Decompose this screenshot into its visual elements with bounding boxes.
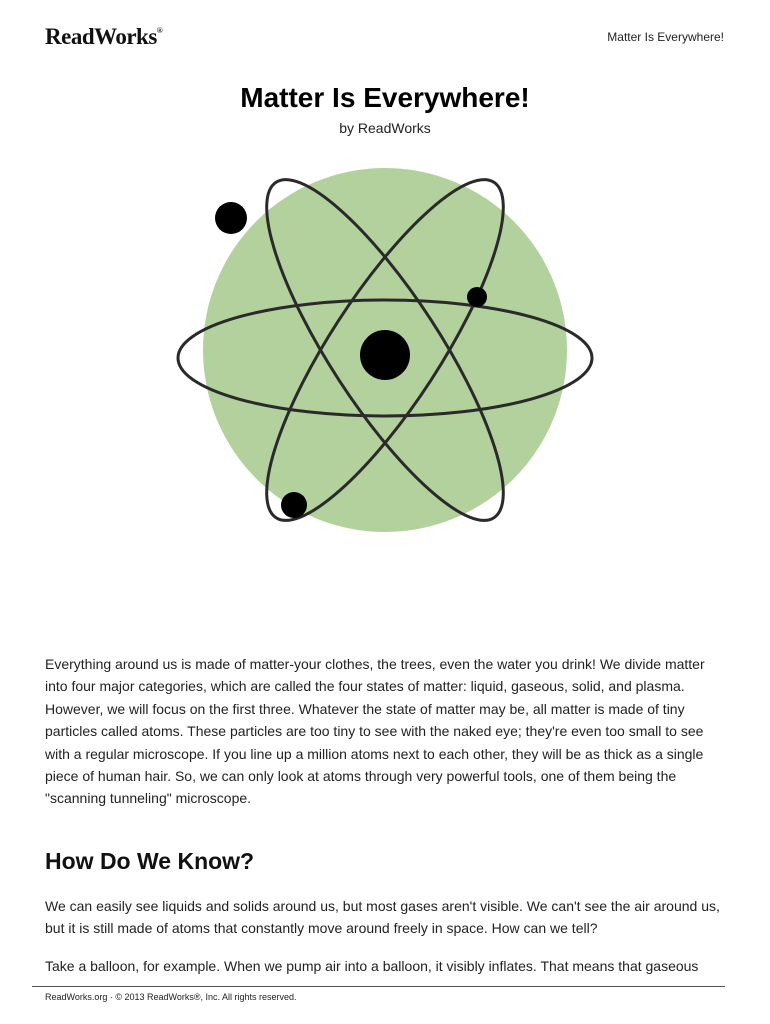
section-heading: How Do We Know? — [45, 848, 255, 874]
electron-top-left — [215, 202, 247, 234]
nucleus — [360, 330, 410, 380]
section-paragraph-2: Take a balloon, for example. When we pump air into a balloon, it visibly inflates. That means that gaseous — [45, 958, 699, 974]
intro-paragraph: Everything around us is made of matter-your clothes, the trees, even the water you drink! We divide matter into four major categories, which are called the four states of matter: liquid, gaseous, solid, and plasma. However, we will focus on the first three. Whatever the state of matter may be, all matter is made of tiny particles called atoms. These particles are too tiny to see with the naked eye; they're even too small to see with a regular microscope. If you line up a million atoms next to each other, they will be as thick as a single piece of human hair. So, we can only look at atoms through very powerful tools, one of them being the "scanning tunneling" microscope. — [45, 656, 705, 807]
running-title: Matter Is Everywhere! — [607, 30, 724, 44]
page-title: Matter Is Everywhere! — [240, 82, 530, 113]
logo-text: ReadWorks — [45, 24, 157, 49]
byline: by ReadWorks — [339, 120, 431, 136]
electron-right — [467, 287, 487, 307]
electron-bottom-left — [281, 492, 307, 518]
footer-divider — [32, 986, 725, 987]
readworks-logo — [45, 24, 162, 50]
section-paragraph-1: We can easily see liquids and solids around us, but most gases aren't visible. We can't see the air around us, but it is still made of atoms that constantly move around freely in space. How can we tell? — [45, 898, 720, 937]
logo-registered-mark: ® — [156, 26, 163, 35]
footer-copyright: ReadWorks.org · © 2013 ReadWorks®, Inc. All rights reserved. — [45, 992, 297, 1002]
atom-icon — [170, 140, 600, 580]
